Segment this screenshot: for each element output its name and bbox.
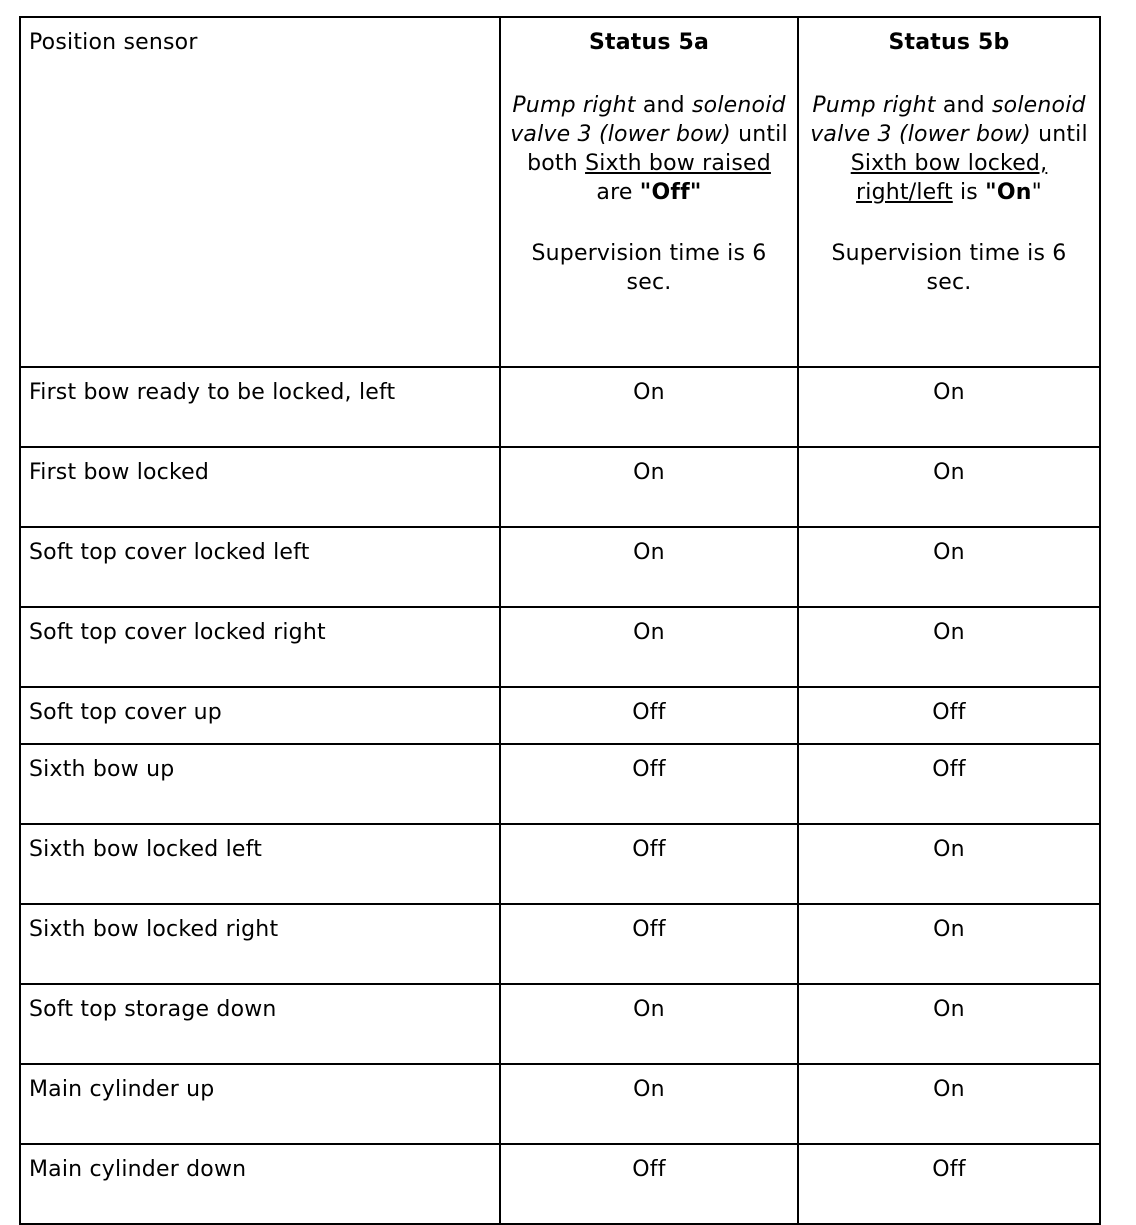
status-5a-value: On xyxy=(500,447,798,527)
status-5b-value: On xyxy=(798,367,1100,447)
status-5a-value: On xyxy=(500,607,798,687)
table-row xyxy=(20,367,1100,447)
table-row xyxy=(20,744,1100,824)
header-status-5b xyxy=(798,17,1100,367)
status-5b-value: On xyxy=(798,904,1100,984)
status-5b-is: is xyxy=(952,180,986,205)
status-5b-value: On xyxy=(798,527,1100,607)
status-5a-until-both: until both xyxy=(527,122,788,176)
sensor-name: First bow ready to be locked, left xyxy=(20,367,500,447)
position-sensor-table xyxy=(19,16,1101,1225)
status-5a-value: Off xyxy=(500,687,798,744)
status-5a-pump-right: Pump right xyxy=(512,93,636,118)
status-5b-value: Off xyxy=(798,744,1100,824)
status-5a-supervision: Supervision time is 6 sec. xyxy=(531,241,767,295)
table-row xyxy=(20,607,1100,687)
status-5b-value: On xyxy=(798,607,1100,687)
sensor-name: Sixth bow locked left xyxy=(20,824,500,904)
table-row xyxy=(20,447,1100,527)
status-5b-title: Status 5b xyxy=(888,30,1010,55)
status-5b-close-quote: " xyxy=(1031,180,1042,205)
table-row xyxy=(20,1064,1100,1144)
status-5b-until: until xyxy=(1030,122,1088,147)
sensor-name: Soft top cover locked right xyxy=(20,607,500,687)
sensor-name: Sixth bow up xyxy=(20,744,500,824)
status-5b-on-quoted: "On xyxy=(985,180,1032,205)
status-5b-value: On xyxy=(798,984,1100,1064)
status-5a-description xyxy=(509,91,789,207)
status-5b-supervision: Supervision time is 6 sec. xyxy=(831,241,1067,295)
status-5a-value: Off xyxy=(500,744,798,824)
sensor-name: Sixth bow locked right xyxy=(20,904,500,984)
sensor-name: Main cylinder up xyxy=(20,1064,500,1144)
status-5b-and: and xyxy=(935,93,985,118)
header-position-sensor: Position sensor xyxy=(20,17,500,367)
status-5a-value: On xyxy=(500,527,798,607)
status-5b-value: Off xyxy=(798,1144,1100,1224)
status-5a-value: On xyxy=(500,1064,798,1144)
status-5a-are: are xyxy=(596,180,640,205)
status-5a-solenoid: solenoid valve 3 (lower bow) xyxy=(510,93,786,147)
status-5a-value: Off xyxy=(500,1144,798,1224)
sensor-name: First bow locked xyxy=(20,447,500,527)
status-5a-value: On xyxy=(500,984,798,1064)
status-5a-value: Off xyxy=(500,904,798,984)
header-status-5a xyxy=(500,17,798,367)
status-5a-sixth-bow-raised: Sixth bow raised xyxy=(585,151,771,176)
table-row xyxy=(20,904,1100,984)
table-row xyxy=(20,1144,1100,1224)
status-5b-value: On xyxy=(798,824,1100,904)
sensor-name: Soft top cover locked left xyxy=(20,527,500,607)
table-row xyxy=(20,687,1100,744)
status-5b-sixth-bow-locked: Sixth bow locked, right/left xyxy=(850,151,1048,205)
sensor-name: Soft top storage down xyxy=(20,984,500,1064)
table-row xyxy=(20,527,1100,607)
status-5b-value: On xyxy=(798,447,1100,527)
table-row xyxy=(20,984,1100,1064)
status-5b-description xyxy=(807,91,1091,207)
status-5b-value: On xyxy=(798,1064,1100,1144)
sensor-name: Soft top cover up xyxy=(20,687,500,744)
status-5b-value: Off xyxy=(798,687,1100,744)
status-5a-title: Status 5a xyxy=(588,30,710,55)
status-5a-and: and xyxy=(635,93,685,118)
table-row xyxy=(20,824,1100,904)
status-5b-solenoid: solenoid valve 3 (lower bow) xyxy=(810,93,1086,147)
header-row xyxy=(20,17,1100,367)
status-5a-value: On xyxy=(500,367,798,447)
sensor-name: Main cylinder down xyxy=(20,1144,500,1224)
status-5a-off-quoted: "Off" xyxy=(639,180,702,205)
status-5b-pump-right: Pump right xyxy=(812,93,936,118)
status-5a-value: Off xyxy=(500,824,798,904)
